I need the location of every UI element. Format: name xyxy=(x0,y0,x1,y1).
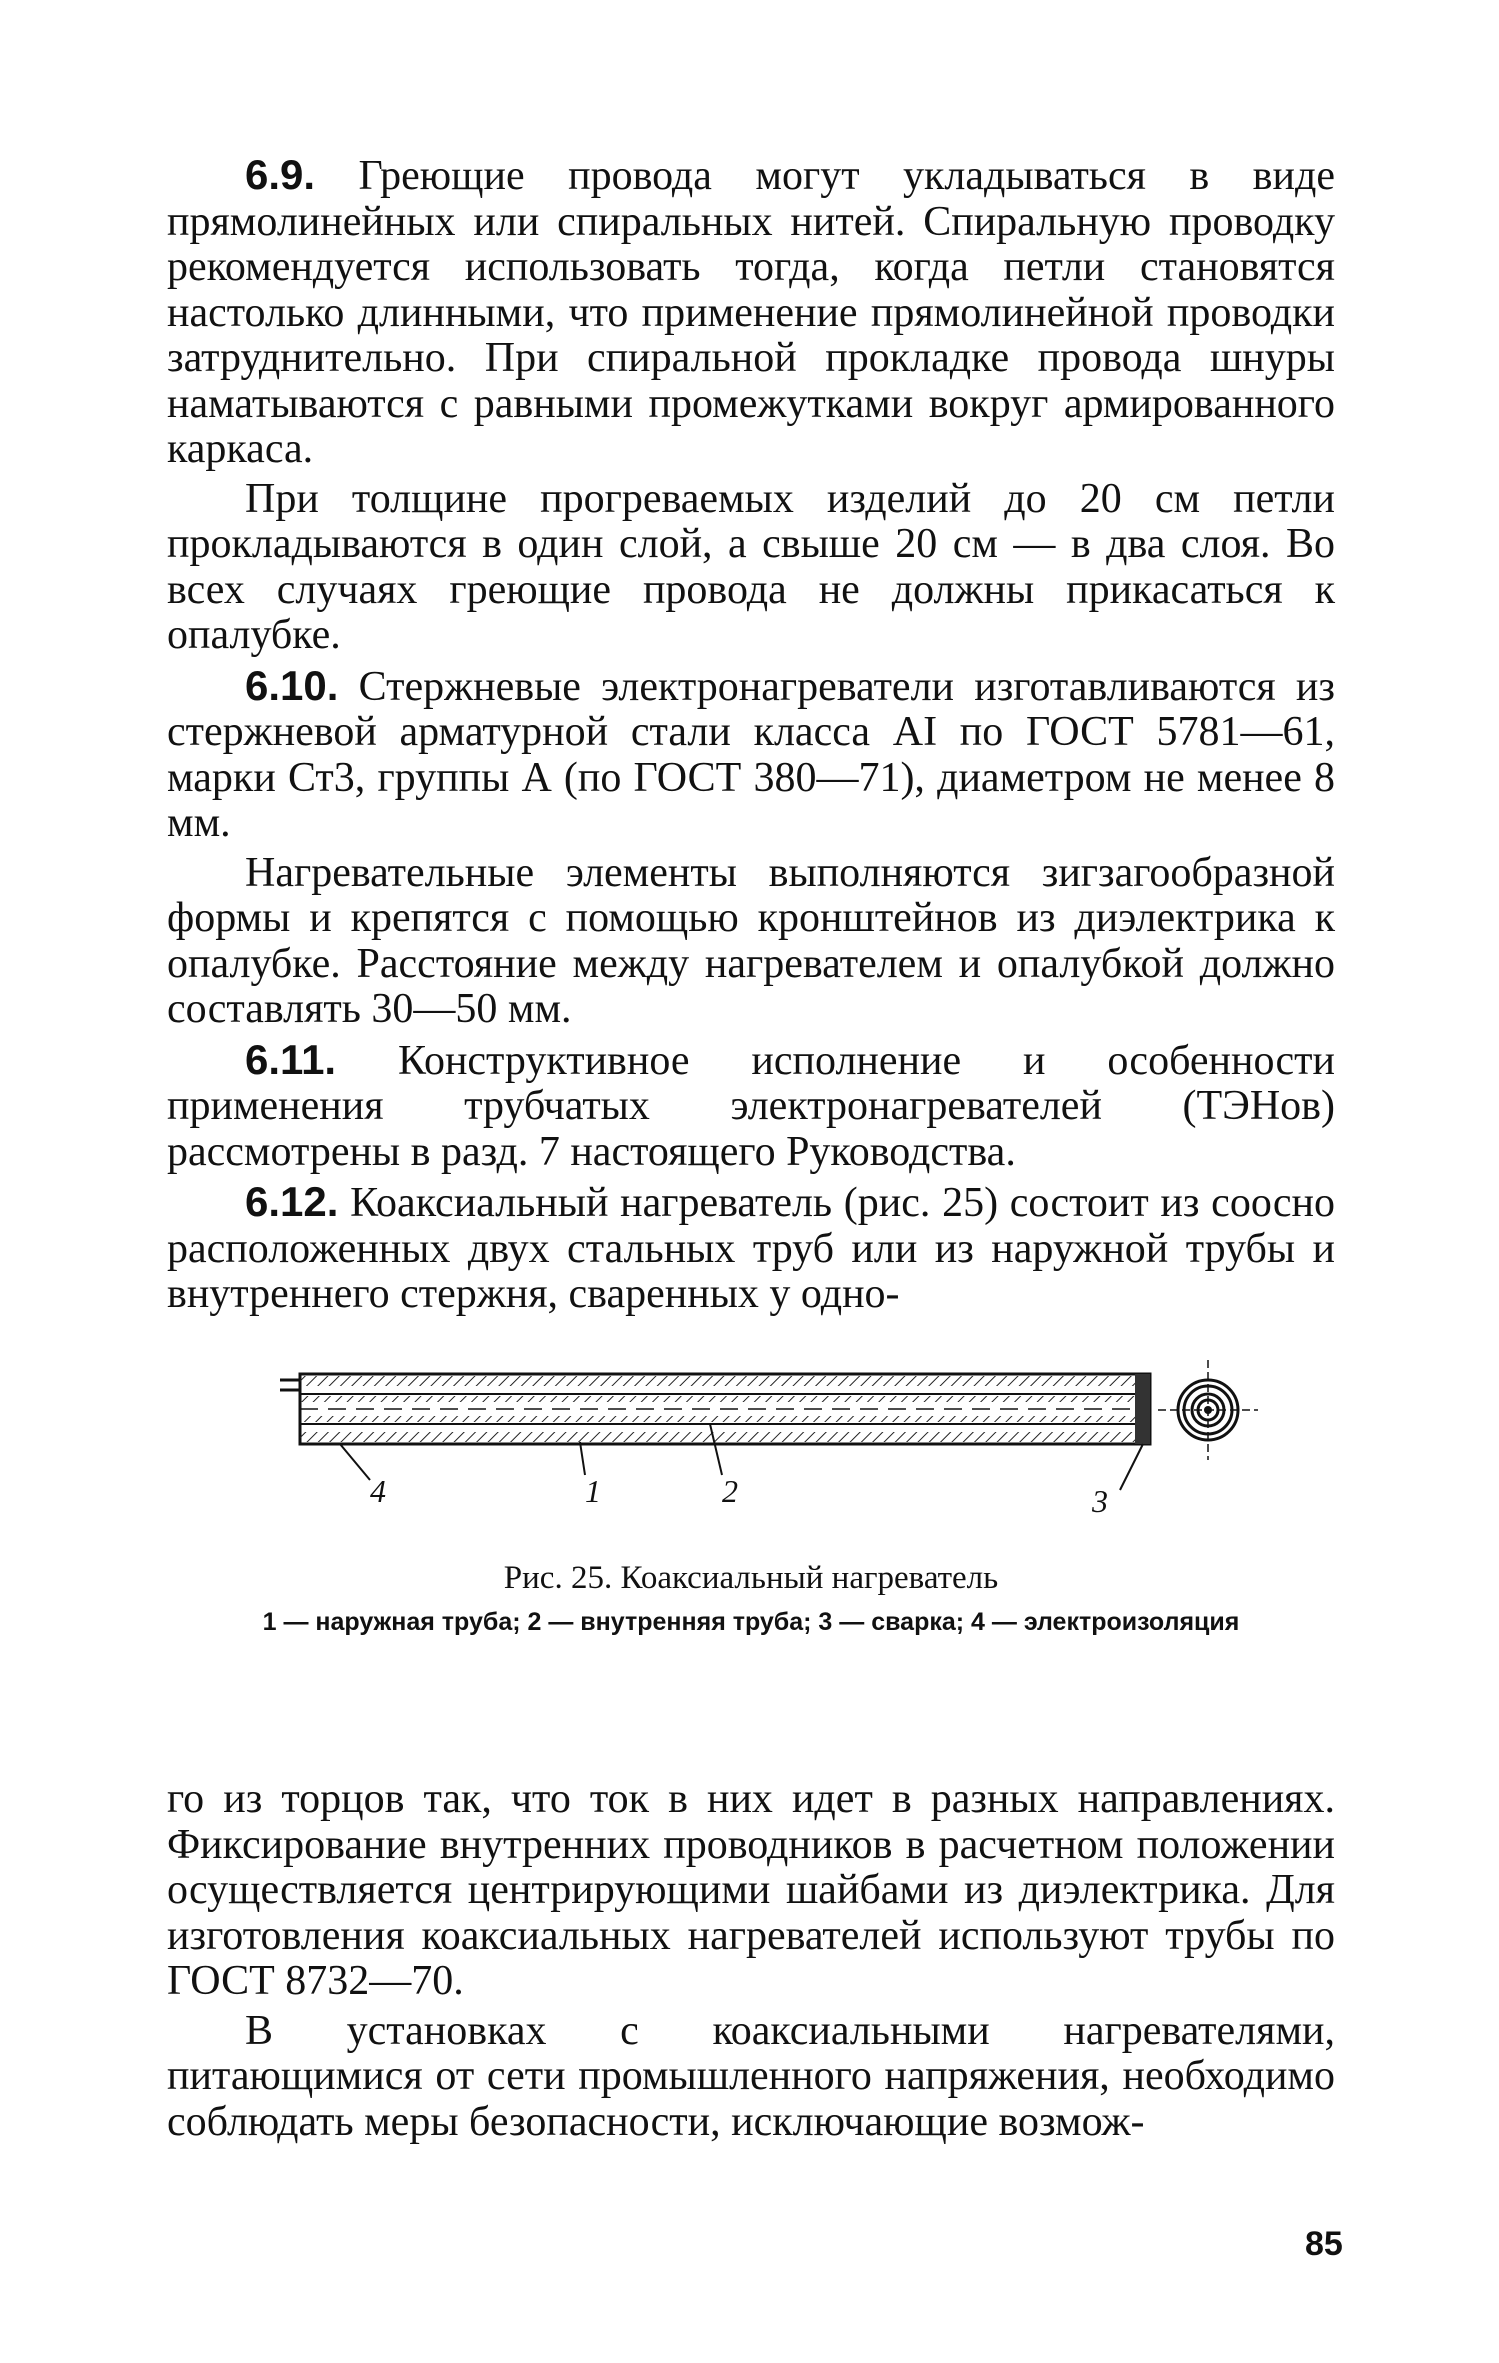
figure-coaxial-heater xyxy=(240,1350,1270,1530)
text-block-top xyxy=(167,152,1335,1322)
paragraph-6-10: 6.10. Стержневые электронагреватели изготавливаются из стержневой арматурной стали класса AI по ГОСТ 5781—61, марки Ст3, группы А (по ГОСТ 380—71), диаметром не менее 8 мм. xyxy=(167,661,1335,846)
paragraph-6-9: 6.9. Греющие провода могут укладываться в виде прямолинейных или спиральных нитей. Спиральную проводку рекомендуется использовать тогда, когда петли становятся настолько длинными, что применение прямолинейной проводки затруднительно. При спиральной прокладке провода шнуры наматываются с равными промежутками вокруг армированного каркаса. xyxy=(167,151,1335,472)
paragraph-6-11: 6.11. Конструктивное исполнение и особенности применения трубчатых электронагревателей (ТЭНов) рассмотрены в разд. 7 настоящего Руководства. xyxy=(167,1035,1336,1175)
paragraph: При толщине прогреваемых изделий до 20 см петли прокладываются в один слой, а свыше 20 см — в два слоя. Во всех случаях греющие провода не должны прикасаться к опалубке. xyxy=(167,475,1335,658)
text-block-bottom xyxy=(167,1777,1335,2149)
paragraph: В установках с коаксиальными нагревателями, питающимися от сети промышленного напряжения, необходимо соблюдать меры безопасности, исключающие возмож- xyxy=(167,2007,1335,2145)
figure-label-2: 2 xyxy=(722,1473,738,1509)
figure-caption-legend: 1 — наружная труба; 2 — внутренняя труба; 3 — сварка; 4 — электроизоляция xyxy=(262,1608,1240,1636)
figure-caption-title: Рис. 25. Коаксиальный нагреватель xyxy=(503,1560,999,1596)
heater-side-view xyxy=(280,1374,1150,1444)
paragraph-6-12: 6.12. Коаксиальный нагреватель (рис. 25) состоит из соосно расположенных двух стальных труб или из наружной трубы и внутреннего стержня, сваренных у одно- xyxy=(167,1178,1335,1317)
heater-cross-section xyxy=(1158,1360,1258,1460)
coaxial-heater-drawing xyxy=(240,1350,1270,1530)
page-number: 85 xyxy=(1305,2225,1343,2263)
figure-label-1: 1 xyxy=(585,1473,601,1509)
paragraph: го из торцов так, что ток в них идет в разных направлениях. Фиксирование внутренних проводников в расчетном положении осуществляется центрирующими шайбами из диэлектрика. Для изготовления коаксиальных нагревателей используют трубы по ГОСТ 8732—70. xyxy=(167,1776,1335,2004)
figure-label-3: 3 xyxy=(1092,1483,1108,1519)
figure-label-4: 4 xyxy=(370,1473,386,1509)
paragraph: Нагревательные элементы выполняются зигзагообразной формы и крепятся с помощью кронштейнов из диэлектрика к опалубке. Расстояние между нагревателем и опалубкой должно составлять 30—50 мм. xyxy=(167,849,1335,1032)
